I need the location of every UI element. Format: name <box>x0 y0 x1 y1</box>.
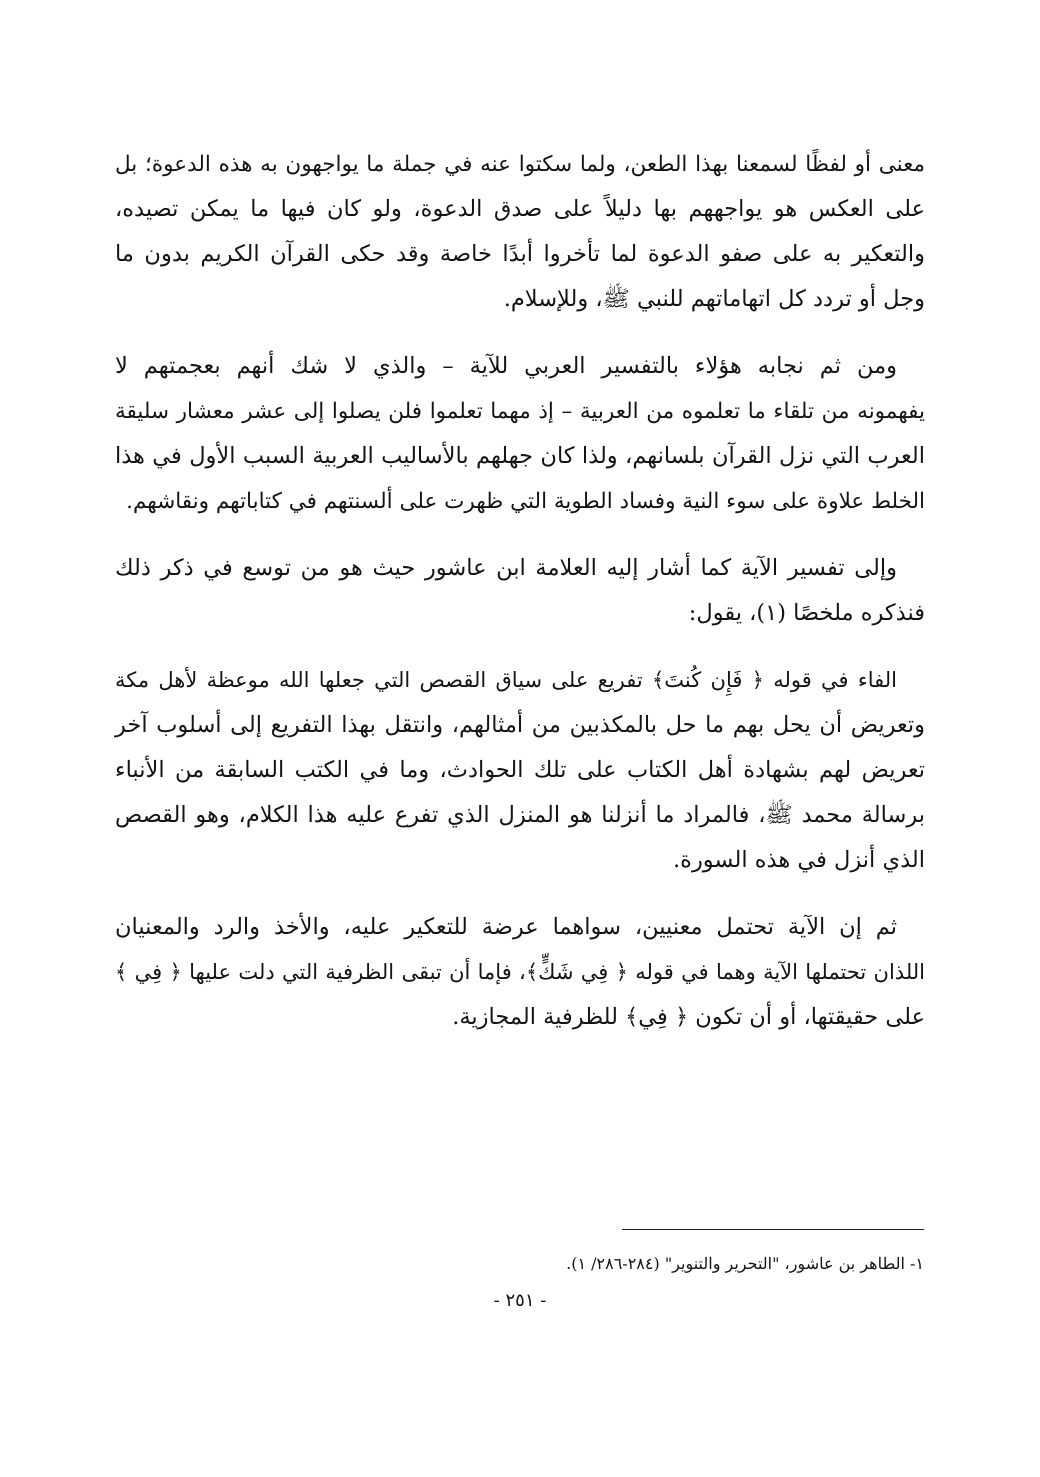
text-line: وجل أو تردد كل اتهاماتهم للنبي ﷺ، وللإسلام. <box>503 286 925 312</box>
paragraph <box>115 344 925 524</box>
text-line: يفهمونه من تلقاء ما تعلموه من العربية – إذ مهما تعلموا فلن يصلوا إلى عشر معشار سليقة <box>115 399 925 424</box>
text-line: على حقيقتها، أو أن تكون ﴿ فِي﴾ للظرفية المجازية. <box>452 1004 925 1030</box>
text-line: ثم إن الآية تحتمل معنيين، سواهما عرضة للتعكير عليه، والأخذ والرد والمعنيان <box>115 914 897 940</box>
text-line: وإلى تفسير الآية كما أشار إليه العلامة ابن عاشور حيث هو من توسع في ذكر ذلك <box>115 555 897 581</box>
text-line: على العكس هو يواجههم بها دليلاً على صدق الدعوة، ولو كان فيها ما يمكن تصيده، <box>115 196 925 222</box>
text-line: تعريض لهم بشهادة أهل الكتاب على تلك الحوادث، وما في الكتب السابقة من الأنباء <box>115 757 925 783</box>
text-line: الخلط علاوة على سوء النية وفساد الطوية التي ظهرت على ألسنتهم في كتاباتهم ونقاشهم. <box>126 489 925 514</box>
text-line: اللذان تحتملها الآية وهما في قوله ﴿ فِي شَكٍّ﴾، فإما أن تبقى الظرفية التي دلت عليها ﴿ فِي ﴾ <box>115 960 925 984</box>
text-line: برسالة محمد ﷺ، فالمراد ما أنزلنا هو المنزل الذي تفرع عليه هذا الكلام، وهو القصص <box>115 802 925 828</box>
text-line: وتعريض أن يحل بهم ما حل بالمكذبين من أمثالهم، وانتقل بهذا التفريع إلى أسلوب آخر <box>115 712 925 738</box>
text-line: العرب التي نزل القرآن بلسانهم، ولذا كان جهلهم بالأساليب العربية السبب الأول في هذا <box>115 443 925 469</box>
paragraph <box>115 142 925 322</box>
paragraph <box>115 905 925 1040</box>
text-line: معنى أو لفظًا لسمعنا بهذا الطعن، ولما سكتوا عنه في جملة ما يواجهون به هذه الدعوة؛ بل <box>115 152 925 177</box>
text-line: الفاء في قوله ﴿ فَإِن كُنتَ﴾ تفريع على سياق القصص التي جعلها الله موعظة لأهل مكة <box>115 668 897 692</box>
paragraph <box>115 546 925 636</box>
page-number: - ٢٥١ - <box>493 1290 547 1311</box>
text-line: الذي أنزل في هذه السورة. <box>673 847 925 873</box>
footnote-divider <box>622 1229 924 1230</box>
footnote: ١- الطاهر بن عاشور، "التحرير والتنوير" (٢٨٤-٢٨٦/ ١). <box>566 1254 924 1273</box>
paragraph <box>115 658 925 883</box>
text-line: ومن ثم نجابه هؤلاء بالتفسير العربي للآية – والذي لا شك أنهم بعجمتهم لا <box>115 353 897 379</box>
text-line: فنذكره ملخصًا (١)، يقول: <box>688 600 925 626</box>
body-text <box>115 142 925 1062</box>
text-line: والتعكير به على صفو الدعوة لما تأخروا أبدًا خاصة وقد حكى القرآن الكريم بدون ما <box>115 241 925 267</box>
